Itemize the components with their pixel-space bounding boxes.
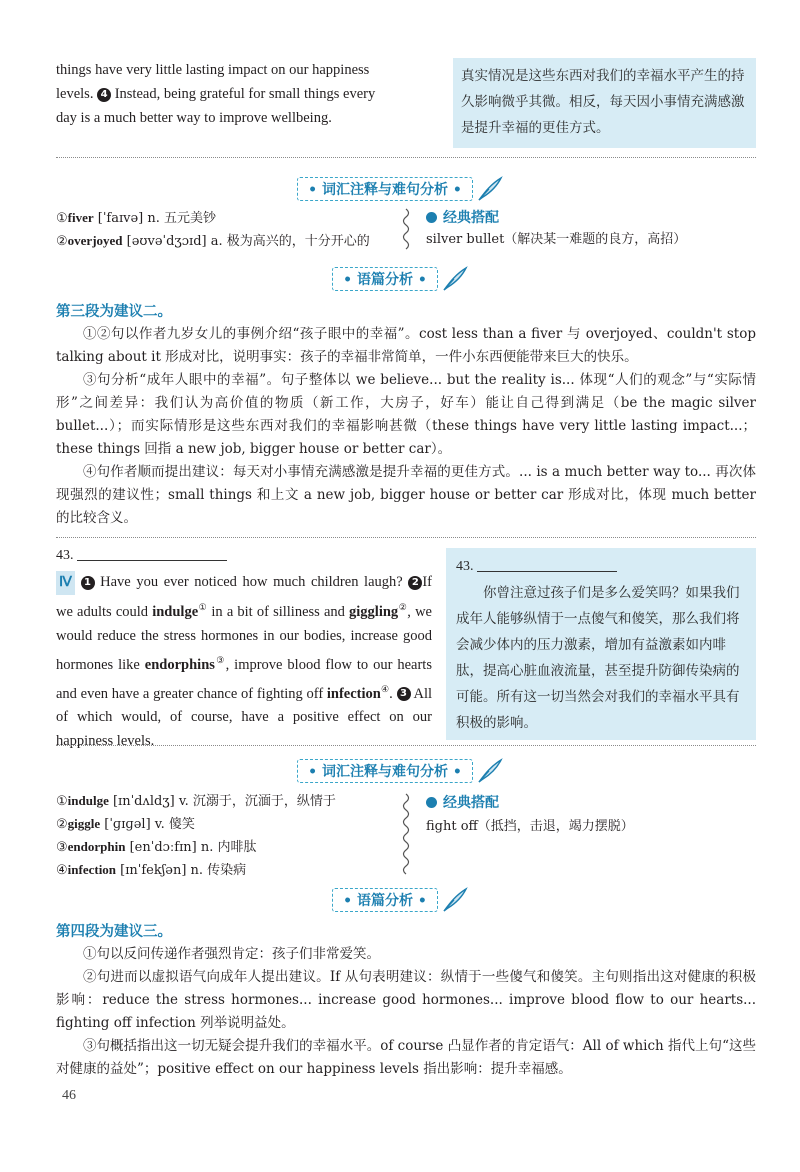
answer-blank[interactable] [477, 557, 617, 572]
section-divider [56, 157, 756, 158]
vocab-banner [0, 176, 800, 202]
analysis-section-1 [56, 300, 756, 530]
vocab-word: giggle [67, 816, 101, 831]
analysis-section-2 [56, 920, 756, 1081]
section-divider [56, 537, 756, 538]
vocab-item [56, 790, 396, 813]
vocab-index: ① [56, 794, 68, 809]
collocation-title-text: 经典搭配 [443, 210, 499, 226]
analysis-banner [0, 887, 800, 913]
question-number: 43. [56, 548, 74, 563]
banner-text: 语篇分析 [357, 272, 413, 288]
bullet-dot: • [343, 893, 353, 909]
analysis-body [56, 943, 756, 1081]
vocab-index: ② [56, 234, 68, 249]
collocation-title [426, 207, 756, 227]
analysis-title: 第四段为建议三。 [56, 923, 172, 940]
analysis-body [56, 323, 756, 530]
vocab-banner-label [297, 177, 473, 201]
footnote-marker: ③ [214, 654, 226, 665]
vocab-highlight: indulge [152, 603, 199, 620]
vocab-banner [0, 758, 800, 784]
analysis-paragraph: ③句分析“成年人眼中的幸福”。句子整体以 we believe... but the reality is... 体现“人们的观念”与“实际情形”之间差异：我们认为高价值的物质（新工作，大房子，好车）能让自己得到满足（be the magic silver bullet...）；而实际情形是这些东西对我们的幸福影响甚微（these things have very little lasting impact...；these things 回指 a new job, bigger house or better car）。 [56, 372, 756, 457]
vocab-index: ④ [56, 863, 68, 878]
bullet-dot: • [417, 893, 427, 909]
translation-number [456, 554, 746, 580]
bullet-dot: • [343, 272, 353, 288]
vocab-definition: [ɪnˈdʌldʒ] v. 沉溺于，沉湎于，纵情于 [108, 794, 336, 809]
passage-text: Have you ever noticed how much children laugh? [94, 574, 409, 590]
analysis-banner [0, 266, 800, 292]
vocab-list [56, 790, 396, 882]
passage-text: levels. [56, 86, 94, 102]
passage-text: , we would reduce the stress hormones in our bodies, increase good hormones like [56, 603, 432, 673]
analysis-banner-label [332, 267, 438, 291]
analysis-paragraph: ④句作者顺而提出建议：每天对小事情充满感激是提升幸福的更佳方式。... is a much better way to... 再次体现强烈的建议性；small things 和上文 a new job, bigger house or better car 形成对比，体现 much better 的比较含义。 [56, 464, 756, 526]
banner-text: 词汇注释与难句分析 [322, 764, 448, 780]
vocab-definition: [enˈdɔːfɪn] n. 内啡肽 [125, 840, 257, 855]
vocab-definition: [ɪnˈfekʃən] n. 传染病 [116, 863, 247, 878]
analysis-paragraph: ②句进而以虚拟语气向成年人提出建议。If 从句表明建议：纵情于一些傻气和傻笑。主句则指出这对健康的积极影响：reduce the stress hormones... increase good hormones... improve blood flow to our hearts... fighting off infection 列举说明益处。 [56, 969, 756, 1031]
passage-text: Instead, being grateful for small things every [111, 86, 376, 102]
collocation-block [426, 207, 756, 251]
vocab-index: ③ [56, 840, 68, 855]
vocab-highlight: endorphins [144, 656, 215, 673]
sentence-marker: 1 [81, 576, 95, 590]
top-translation-box [453, 58, 756, 148]
translation-text: 你曾注意过孩子们是多么爱笑吗？如果我们成年人能够纵情于一点傻气和傻笑，那么我们将会减少体内的压力激素，增加有益激素如内啡肽，提高心脏血液流量，甚至提升防御传染病的可能。所有这一切当然会对我们的幸福水平具有积极的影响。 [456, 585, 740, 731]
analysis-paragraph: ③句概括指出这一切无疑会提升我们的幸福水平。of course 凸显作者的肯定语气：All of which 指代上句“这些对健康的益处”；positive effect on our happiness levels 指出影响：提升幸福感。 [56, 1038, 756, 1077]
sentence-marker: 2 [408, 576, 422, 590]
collocation-title [426, 792, 756, 812]
question-number: 43. [456, 559, 474, 574]
passage-text: If we adults could [56, 574, 432, 620]
bullet-circle-icon [426, 212, 437, 223]
passage-text: in a bit of silliness and [207, 603, 350, 620]
vocab-word: indulge [67, 793, 109, 808]
footnote-marker: ① [198, 602, 208, 612]
vocab-word: overjoyed [67, 233, 123, 248]
vocab-word: fiver [67, 210, 94, 225]
quill-pen-icon [440, 887, 468, 913]
analysis-banner-label [332, 888, 438, 912]
vocab-list [56, 207, 396, 253]
analysis-title: 第三段为建议二。 [56, 303, 172, 320]
vocab-definition: [əʊvəˈdʒɔɪd] a. 极为高兴的，十分开心的 [122, 234, 370, 249]
vocab-definition: [ˈɡɪɡəl] v. 傻笑 [100, 817, 195, 832]
passage-line: things have very little lasting impact on our happiness [56, 62, 370, 78]
vocab-item [56, 836, 396, 859]
translation-box-43 [446, 548, 756, 740]
vocab-index: ① [56, 211, 68, 226]
bullet-dot: • [308, 182, 318, 198]
analysis-paragraph: ①句以反问传递作者强烈肯定：孩子们非常爱笑。 [83, 946, 380, 962]
quill-pen-icon [475, 758, 503, 784]
vocab-index: ② [56, 817, 68, 832]
passage-text: . [389, 685, 397, 702]
translation-text: 真实情况是这些东西对我们的幸福水平产生的持久影响微乎其微。相反，每天因小事情充满感激是提升幸福的更佳方式。 [461, 68, 745, 136]
bullet-dot: • [452, 182, 462, 198]
section-divider [56, 745, 756, 746]
vocab-highlight: infection [326, 685, 381, 702]
collocation-text: fight off（抵挡，击退，竭力摆脱） [426, 819, 634, 834]
passage-line [56, 82, 440, 106]
bullet-dot: • [308, 764, 318, 780]
vocab-banner-label [297, 759, 473, 783]
sentence-marker: 4 [97, 88, 111, 102]
footnote-marker: ② [398, 602, 408, 612]
sentence-marker: 3 [397, 687, 411, 701]
banner-text: 词汇注释与难句分析 [322, 182, 448, 198]
top-passage-text [56, 58, 440, 130]
analysis-paragraph: ①②句以作者九岁女儿的事例介绍“孩子眼中的幸福”。cost less than a fiver 与 overjoyed、couldn't stop talking about it 形成对比，说明事实：孩子的幸福非常简单，一件小东西便能带来巨大的快乐。 [56, 326, 756, 365]
vocab-word: endorphin [67, 839, 126, 854]
passage-paragraph-4 [56, 570, 432, 753]
vocab-item [56, 859, 396, 882]
collocation-text: silver bullet（解决某一难题的良方，高招） [426, 232, 687, 247]
vocab-highlight: giggling [349, 603, 399, 620]
passage-line: day is a much better way to improve wellbeing. [56, 110, 332, 126]
paragraph-roman-marker: Ⅳ [56, 571, 75, 595]
quill-pen-icon [475, 176, 503, 202]
quill-pen-icon [440, 266, 468, 292]
vocab-item [56, 813, 396, 836]
vocab-item [56, 230, 396, 253]
banner-text: 语篇分析 [357, 893, 413, 909]
question-43-number [56, 546, 227, 564]
squiggle-divider-icon [400, 792, 412, 878]
passage-text: All of which would, of course, have a positive effect on our happiness levels. [56, 685, 433, 750]
passage-text: , improve blood flow to our hearts and even have a greater chance of fighting off [56, 656, 432, 702]
footnote-marker: ④ [380, 683, 390, 694]
vocab-item [56, 207, 396, 230]
vocab-definition: [ˈfaɪvə] n. 五元美钞 [93, 211, 217, 226]
squiggle-divider-icon [400, 207, 412, 253]
collocation-block [426, 792, 756, 838]
answer-blank[interactable] [77, 546, 227, 561]
bullet-circle-icon [426, 797, 437, 808]
bullet-dot: • [452, 764, 462, 780]
vocab-word: infection [67, 862, 117, 877]
collocation-title-text: 经典搭配 [443, 795, 499, 811]
bullet-dot: • [417, 272, 427, 288]
page-number: 46 [62, 1088, 76, 1103]
